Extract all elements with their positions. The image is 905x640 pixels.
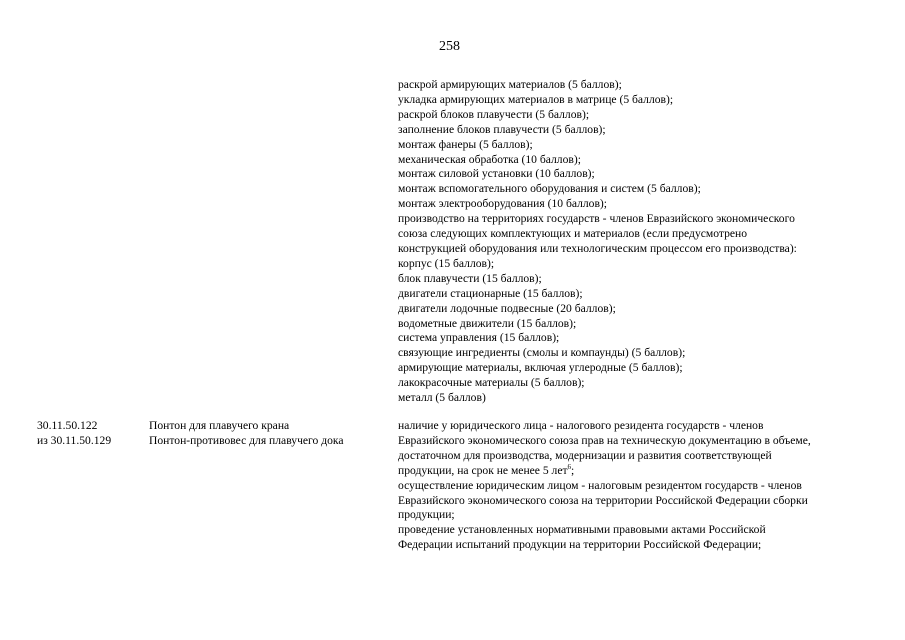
- list-item: раскрой армирующих материалов (5 баллов);: [398, 78, 622, 91]
- list-item: Евразийского экономического союза прав на техническую документацию в объеме,: [398, 433, 811, 447]
- product-names: [149, 419, 344, 449]
- list-item: связующие ингредиенты (смолы и компаунды) (5 баллов);: [398, 346, 686, 360]
- list-item: производство на территориях государств - членов Евразийского экономического: [398, 212, 795, 226]
- page-number: 258: [439, 39, 460, 54]
- list-item: союза следующих комплектующих и материалов (если предусмотрено: [398, 227, 748, 241]
- product-name: Понтон-противовес для плавучего дока: [149, 433, 344, 447]
- list-item: монтаж фанеры (5 баллов);: [398, 137, 533, 151]
- list-item: механическая обработка (10 баллов);: [398, 152, 581, 166]
- list-item: лакокрасочные материалы (5 баллов);: [398, 376, 585, 390]
- list-item: двигатели стационарные (15 баллов);: [398, 286, 583, 300]
- list-item: армирующие материалы, включая углеродные (5 баллов);: [398, 361, 683, 375]
- list-item: двигатели лодочные подвесные (20 баллов);: [398, 301, 616, 315]
- list-item: осуществление юридическим лицом - налоговым резидентом государств - членов: [398, 478, 802, 492]
- list-item: монтаж силовой установки (10 баллов);: [398, 167, 595, 181]
- requirements-list-top: [398, 78, 868, 406]
- product-code: из 30.11.50.129: [37, 433, 112, 447]
- list-item: корпус (15 баллов);: [398, 256, 495, 270]
- list-item: монтаж электрооборудования (10 баллов);: [398, 197, 608, 211]
- product-name: Понтон для плавучего крана: [149, 419, 290, 432]
- list-item: заполнение блоков плавучести (5 баллов);: [398, 122, 606, 136]
- list-item: Евразийского экономического союза на территории Российской Федерации сборки: [398, 493, 808, 507]
- list-item: [398, 464, 868, 479]
- list-item: монтаж вспомогательного оборудования и систем (5 баллов);: [398, 182, 701, 196]
- list-item: продукции;: [398, 508, 455, 522]
- product-codes: [37, 419, 111, 449]
- list-item: раскрой блоков плавучести (5 баллов);: [398, 107, 590, 121]
- list-item: Федерации испытаний продукции на территории Российской Федерации;: [398, 538, 762, 552]
- list-item: металл (5 баллов): [398, 391, 486, 405]
- requirements-list-bottom: [398, 419, 868, 553]
- list-item: блок плавучести (15 баллов);: [398, 271, 542, 285]
- list-item-text: продукции, на срок не менее 5 лет: [398, 463, 568, 477]
- list-item: наличие у юридического лица - налогового резидента государств - членов: [398, 419, 764, 432]
- list-item: достаточном для производства, модернизации и развития соответствующей: [398, 448, 772, 462]
- list-item: система управления (15 баллов);: [398, 331, 560, 345]
- list-item: конструкцией оборудования или технологическим процессом его производства):: [398, 241, 797, 255]
- footnote-marker: 6: [567, 462, 572, 471]
- list-item: укладка армирующих материалов в матрице (5 баллов);: [398, 92, 674, 106]
- list-item: проведение установленных нормативными правовыми актами Российской: [398, 523, 766, 537]
- list-item-punctuation: ;: [571, 463, 575, 477]
- list-item: водометные движители (15 баллов);: [398, 316, 577, 330]
- product-code: 30.11.50.122: [37, 419, 98, 432]
